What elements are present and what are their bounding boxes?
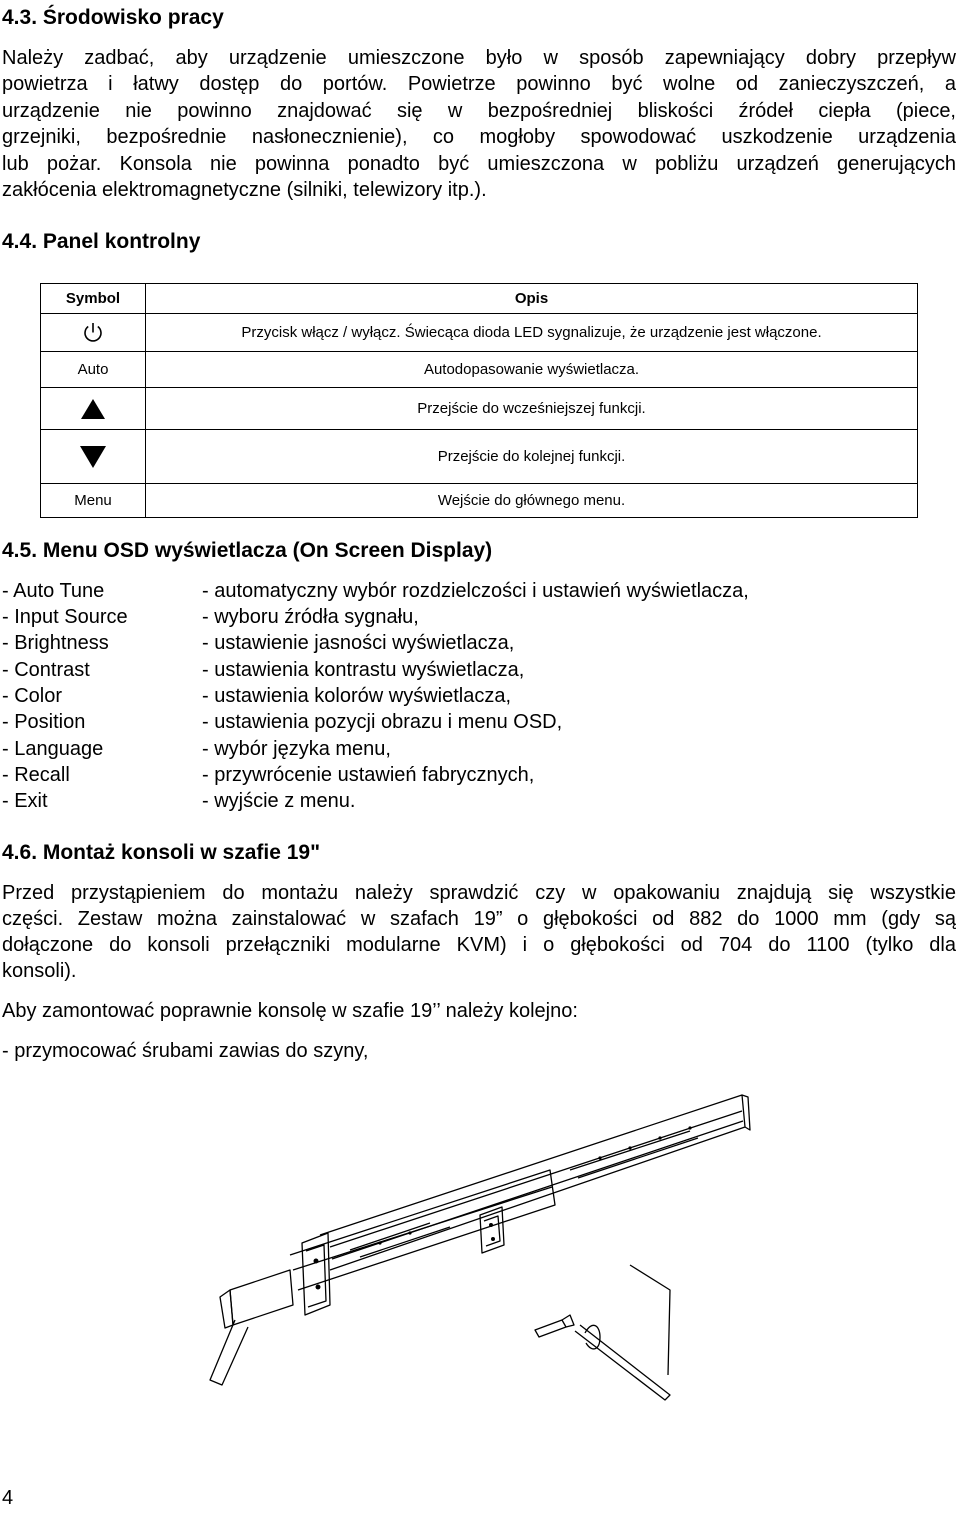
description-cell: Przycisk włącz / wyłącz. Świecąca dioda LED sygnalizuje, że urządzenie jest włączone. xyxy=(146,314,918,352)
osd-desc: - ustawienie jasności wyświetlacza, xyxy=(202,632,515,654)
symbol-cell xyxy=(41,430,146,484)
table-row xyxy=(41,430,918,484)
section-4-6-heading: 4.6. Montaż konsoli w szafie 19" xyxy=(2,841,321,864)
osd-key: - Position xyxy=(2,711,86,733)
column-header-description: Opis xyxy=(146,284,918,314)
paragraph-line: powietrza i łatwy dostęp do portów. Powietrze powinno być wolne od zanieczyszczeń, a xyxy=(2,73,956,95)
table-row xyxy=(41,388,918,430)
paragraph-line: części. Zestaw można zainstalować w szafach 19” o głębokości od 882 do 1000 mm (gdy są xyxy=(2,908,956,930)
paragraph-line: Należy zadbać, aby urządzenie umieszczone było w sposób zapewniający dobry przepływ xyxy=(2,47,956,69)
table-row xyxy=(41,352,918,388)
mounting-intro: Aby zamontować poprawnie konsolę w szafie 19’’ należy kolejno: xyxy=(2,1000,578,1022)
table-row xyxy=(41,484,918,518)
osd-key: - Brightness xyxy=(2,632,109,654)
table-row xyxy=(41,314,918,352)
symbol-cell xyxy=(41,388,146,430)
paragraph-line: urządzenie nie powinno znajdować się w bezpośredniej bliskości źródeł ciepła (piece, xyxy=(2,100,956,122)
description-cell: Przejście do wcześniejszej funkcji. xyxy=(146,388,918,430)
osd-key: - Recall xyxy=(2,764,70,786)
osd-desc: - automatyczny wybór rozdzielczości i ustawień wyświetlacza, xyxy=(202,580,749,602)
symbol-cell: Auto xyxy=(41,352,146,388)
triangle-up-icon xyxy=(80,398,106,420)
osd-key: - Language xyxy=(2,738,104,760)
osd-desc: - wyboru źródła sygnału, xyxy=(202,606,419,628)
osd-desc: - ustawienia pozycji obrazu i menu OSD, xyxy=(202,711,563,733)
rail-mounting-illustration xyxy=(130,1075,760,1405)
section-4-3-heading: 4.3. Środowisko pracy xyxy=(2,6,224,29)
section-4-5-heading: 4.5. Menu OSD wyświetlacza (On Screen Display) xyxy=(2,539,493,562)
osd-key: - Exit xyxy=(2,790,48,812)
osd-desc: - przywrócenie ustawień fabrycznych, xyxy=(202,764,535,786)
paragraph-line: konsoli). xyxy=(2,960,77,982)
paragraph-line: lub pożar. Konsola nie powinna ponadto być umieszczona w pobliżu urządzeń generujących xyxy=(2,153,956,175)
paragraph-line: grzejniki, bezpośrednie nasłonecznienie), co mogłoby spowodować uszkodzenie urządzenia xyxy=(2,126,956,148)
column-header-symbol: Symbol xyxy=(41,284,146,314)
control-panel-table xyxy=(40,283,918,518)
description-cell: Przejście do kolejnej funkcji. xyxy=(146,430,918,484)
paragraph-line: zakłócenia elektromagnetyczne (silniki, telewizory itp.). xyxy=(2,179,487,201)
power-icon xyxy=(82,321,104,345)
page-number: 4 xyxy=(2,1487,14,1509)
section-4-4-heading: 4.4. Panel kontrolny xyxy=(2,230,201,253)
osd-desc: - wyjście z menu. xyxy=(202,790,356,812)
symbol-cell xyxy=(41,314,146,352)
osd-key: - Color xyxy=(2,685,63,707)
osd-desc: - ustawienia kolorów wyświetlacza, xyxy=(202,685,512,707)
osd-desc: - wybór języka menu, xyxy=(202,738,391,760)
description-cell: Wejście do głównego menu. xyxy=(146,484,918,518)
symbol-cell: Menu xyxy=(41,484,146,518)
triangle-down-icon xyxy=(79,445,107,469)
osd-key: - Contrast xyxy=(2,659,90,681)
description-cell: Autodopasowanie wyświetlacza. xyxy=(146,352,918,388)
osd-key: - Input Source xyxy=(2,606,128,628)
osd-desc: - ustawienia kontrastu wyświetlacza, xyxy=(202,659,525,681)
osd-key: - Auto Tune xyxy=(2,580,105,602)
paragraph-line: Przed przystąpieniem do montażu należy sprawdzić czy w opakowaniu znajdują się wszystkie xyxy=(2,882,956,904)
mounting-step: - przymocować śrubami zawias do szyny, xyxy=(2,1040,369,1062)
paragraph-line: dołączone do konsoli przełączniki modularne KVM) i o głębokości od 704 do 1100 (tylko dla xyxy=(2,934,956,956)
table-header-row xyxy=(41,284,918,314)
